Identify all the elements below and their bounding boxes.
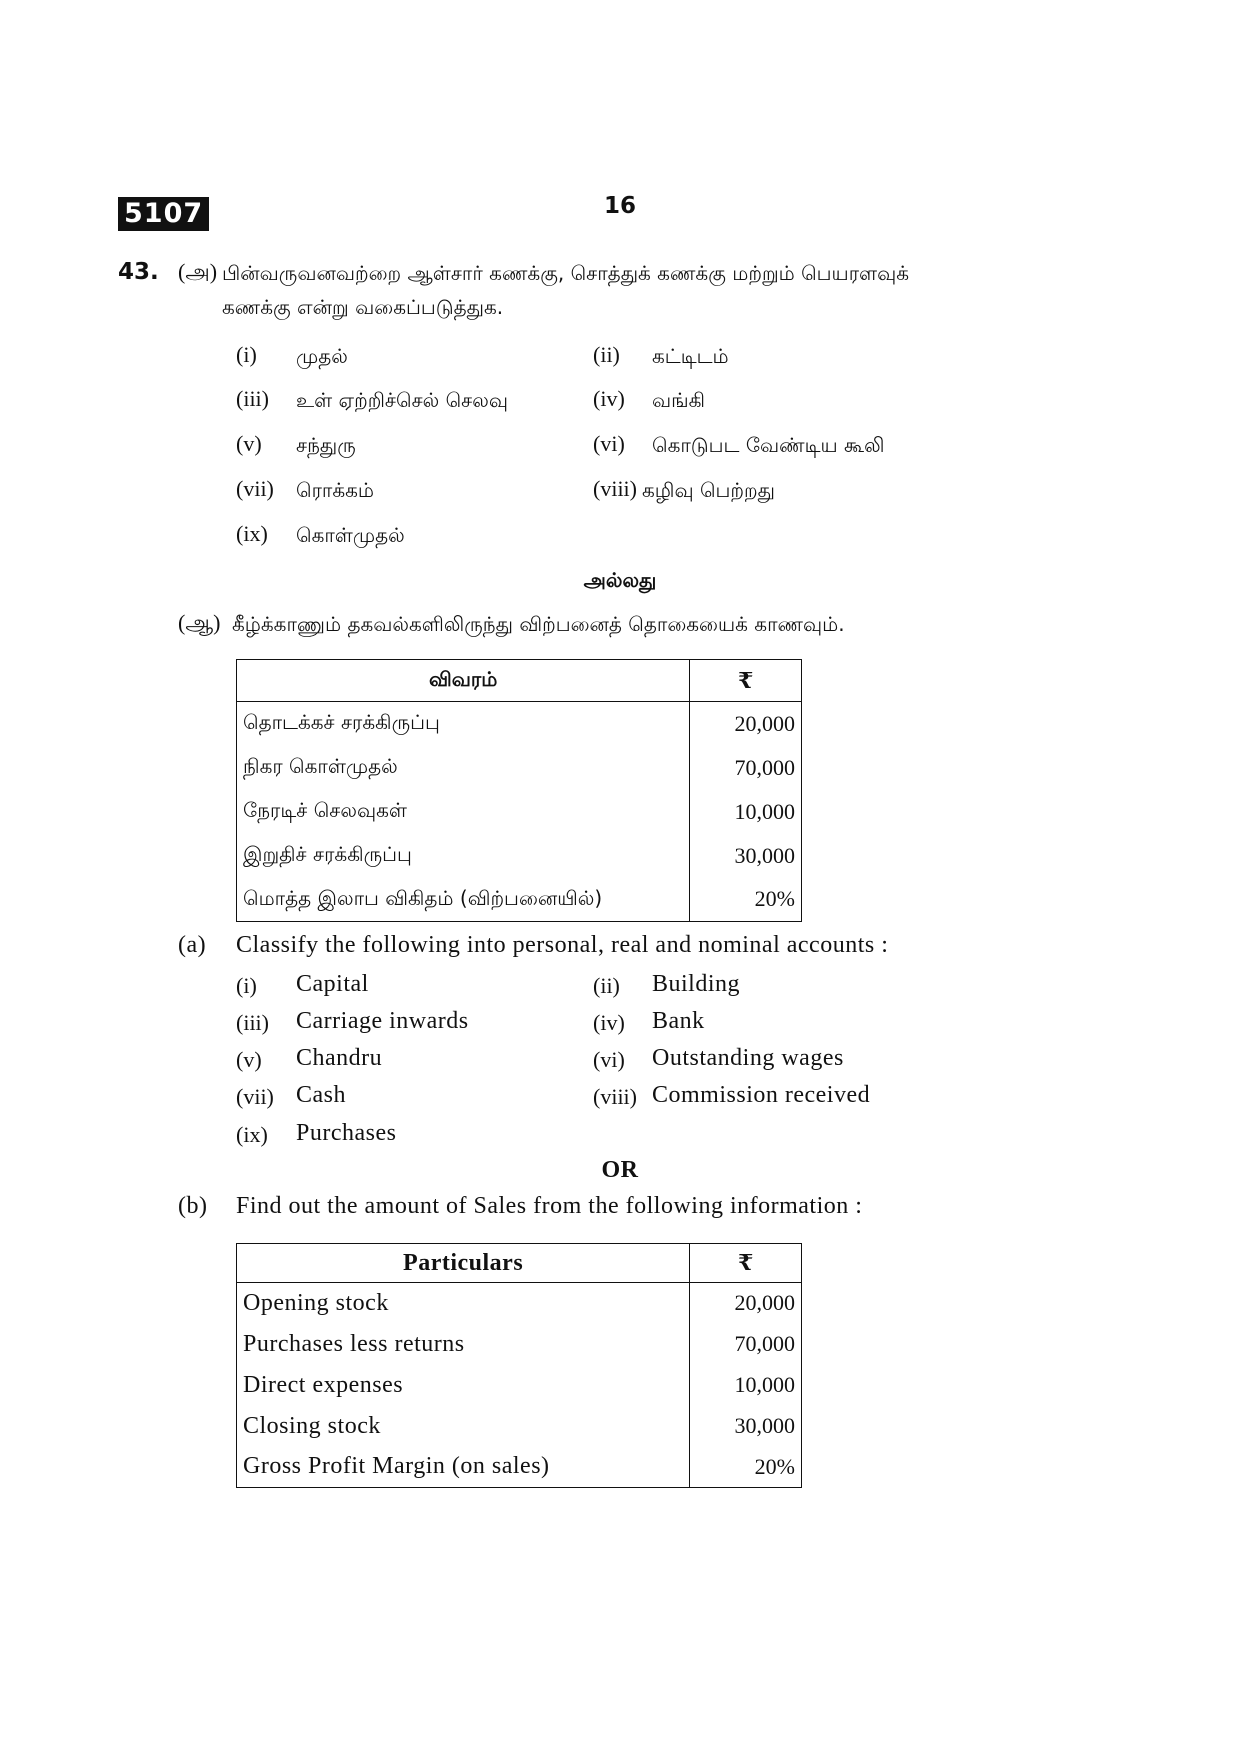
tamil-item-num: (v) (236, 431, 262, 456)
tamil-item-text: கொள்முதல் (296, 523, 405, 547)
tamil-item-text: முதல் (296, 344, 348, 368)
tamil-item-num: (iii) (236, 386, 269, 411)
table-header: Particulars (237, 1244, 690, 1283)
table-cell-amount: 30,000 (690, 834, 802, 878)
english-item-num: (v) (236, 1047, 262, 1072)
page-number: 16 (603, 193, 636, 219)
english-item-text: Chandru (296, 1045, 383, 1071)
tamil-item-text: ரொக்கம் (296, 478, 375, 502)
english-part-a-label: (a) (178, 932, 207, 958)
tamil-item-num: (ii) (593, 342, 620, 367)
tamil-item-num: (ix) (236, 521, 268, 546)
english-item-num: (i) (236, 973, 257, 998)
table-cell-amount: 20,000 (690, 1283, 802, 1324)
tamil-item-num: (vii) (236, 476, 274, 501)
english-item-text: Commission received (652, 1082, 871, 1108)
table-cell-item: Direct expenses (243, 1371, 404, 1398)
english-item-num: (vii) (236, 1084, 274, 1109)
table-cell-amount: 10,000 (690, 1365, 802, 1406)
english-part-b-label: (b) (178, 1193, 208, 1219)
english-item-text: Building (652, 971, 741, 997)
english-part-b-text: Find out the amount of Sales from the following information : (236, 1193, 863, 1219)
english-item-text: Outstanding wages (652, 1045, 844, 1071)
tamil-part-a-label: (அ) (178, 259, 218, 284)
english-item-text: Cash (296, 1082, 346, 1108)
english-item-text: Carriage inwards (296, 1008, 469, 1034)
table-cell-item: Opening stock (243, 1289, 389, 1316)
english-or-label: OR (601, 1157, 639, 1183)
table-cell-item: மொத்த இலாப விகிதம் (விற்பனையில்) (243, 885, 603, 910)
tamil-item-num: (vi) (593, 431, 625, 456)
table-cell-item: இறுதிச் சரக்கிருப்பு (243, 842, 412, 866)
english-part-a-text: Classify the following into personal, real and nominal accounts : (236, 932, 889, 958)
english-item-text: Purchases (296, 1120, 397, 1146)
english-item-num: (iv) (593, 1010, 625, 1035)
english-item-text: Bank (652, 1008, 705, 1034)
tamil-part-b-text: கீழ்க்காணும் தகவல்களிலிருந்து விற்பனைத் தொகையைக் காணவும். (232, 612, 845, 636)
tamil-sales-table (236, 659, 802, 922)
table-cell-amount: 20,000 (690, 702, 802, 746)
english-item-num: (iii) (236, 1010, 269, 1035)
table-cell-amount: 10,000 (690, 790, 802, 834)
table-header: ₹ (690, 1244, 802, 1283)
tamil-item-num: (viii) (593, 476, 637, 501)
table-cell-item: Gross Profit Margin (on sales) (243, 1453, 550, 1480)
table-header: விவரம் (237, 660, 690, 702)
english-item-num: (ix) (236, 1122, 268, 1147)
tamil-item-text: கொடுபட வேண்டிய கூலி (652, 433, 885, 457)
paper-code: 5107 (118, 197, 209, 231)
tamil-part-b-label: (ஆ) (178, 610, 221, 635)
table-header: ₹ (690, 660, 802, 702)
tamil-part-a-line1: பின்வருவனவற்றை ஆள்சார் கணக்கு, சொத்துக் கணக்கு மற்றும் பெயரளவுக் (222, 261, 910, 285)
table-cell-item: Purchases less returns (243, 1330, 465, 1357)
table-cell-amount: 70,000 (690, 746, 802, 790)
tamil-item-text: உள் ஏற்றிச்செல் செலவு (296, 388, 508, 412)
table-cell-item: Closing stock (243, 1412, 381, 1439)
tamil-item-text: கழிவு பெற்றது (642, 478, 775, 502)
table-cell-item: நேரடிச் செலவுகள் (243, 798, 407, 822)
tamil-part-a-line2: கணக்கு என்று வகைப்படுத்துக. (222, 295, 504, 319)
table-cell-amount: 30,000 (690, 1406, 802, 1447)
table-cell-amount: 70,000 (690, 1324, 802, 1365)
english-item-text: Capital (296, 971, 369, 997)
table-cell-item: நிகர கொள்முதல் (243, 754, 398, 778)
tamil-item-num: (iv) (593, 386, 625, 411)
english-item-num: (ii) (593, 973, 620, 998)
english-item-num: (vi) (593, 1047, 625, 1072)
question-number: 43. (118, 259, 159, 285)
english-item-num: (viii) (593, 1084, 637, 1109)
tamil-item-text: சந்துரு (296, 433, 356, 457)
tamil-item-num: (i) (236, 342, 257, 367)
tamil-item-text: கட்டிடம் (652, 344, 729, 368)
tamil-item-text: வங்கி (652, 388, 706, 412)
english-sales-table (236, 1243, 802, 1488)
table-cell-amount: 20% (690, 878, 802, 922)
table-cell-item: தொடக்கச் சரக்கிருப்பு (243, 710, 440, 735)
tamil-or-label: அல்லது (583, 568, 657, 592)
table-cell-amount: 20% (690, 1447, 802, 1488)
